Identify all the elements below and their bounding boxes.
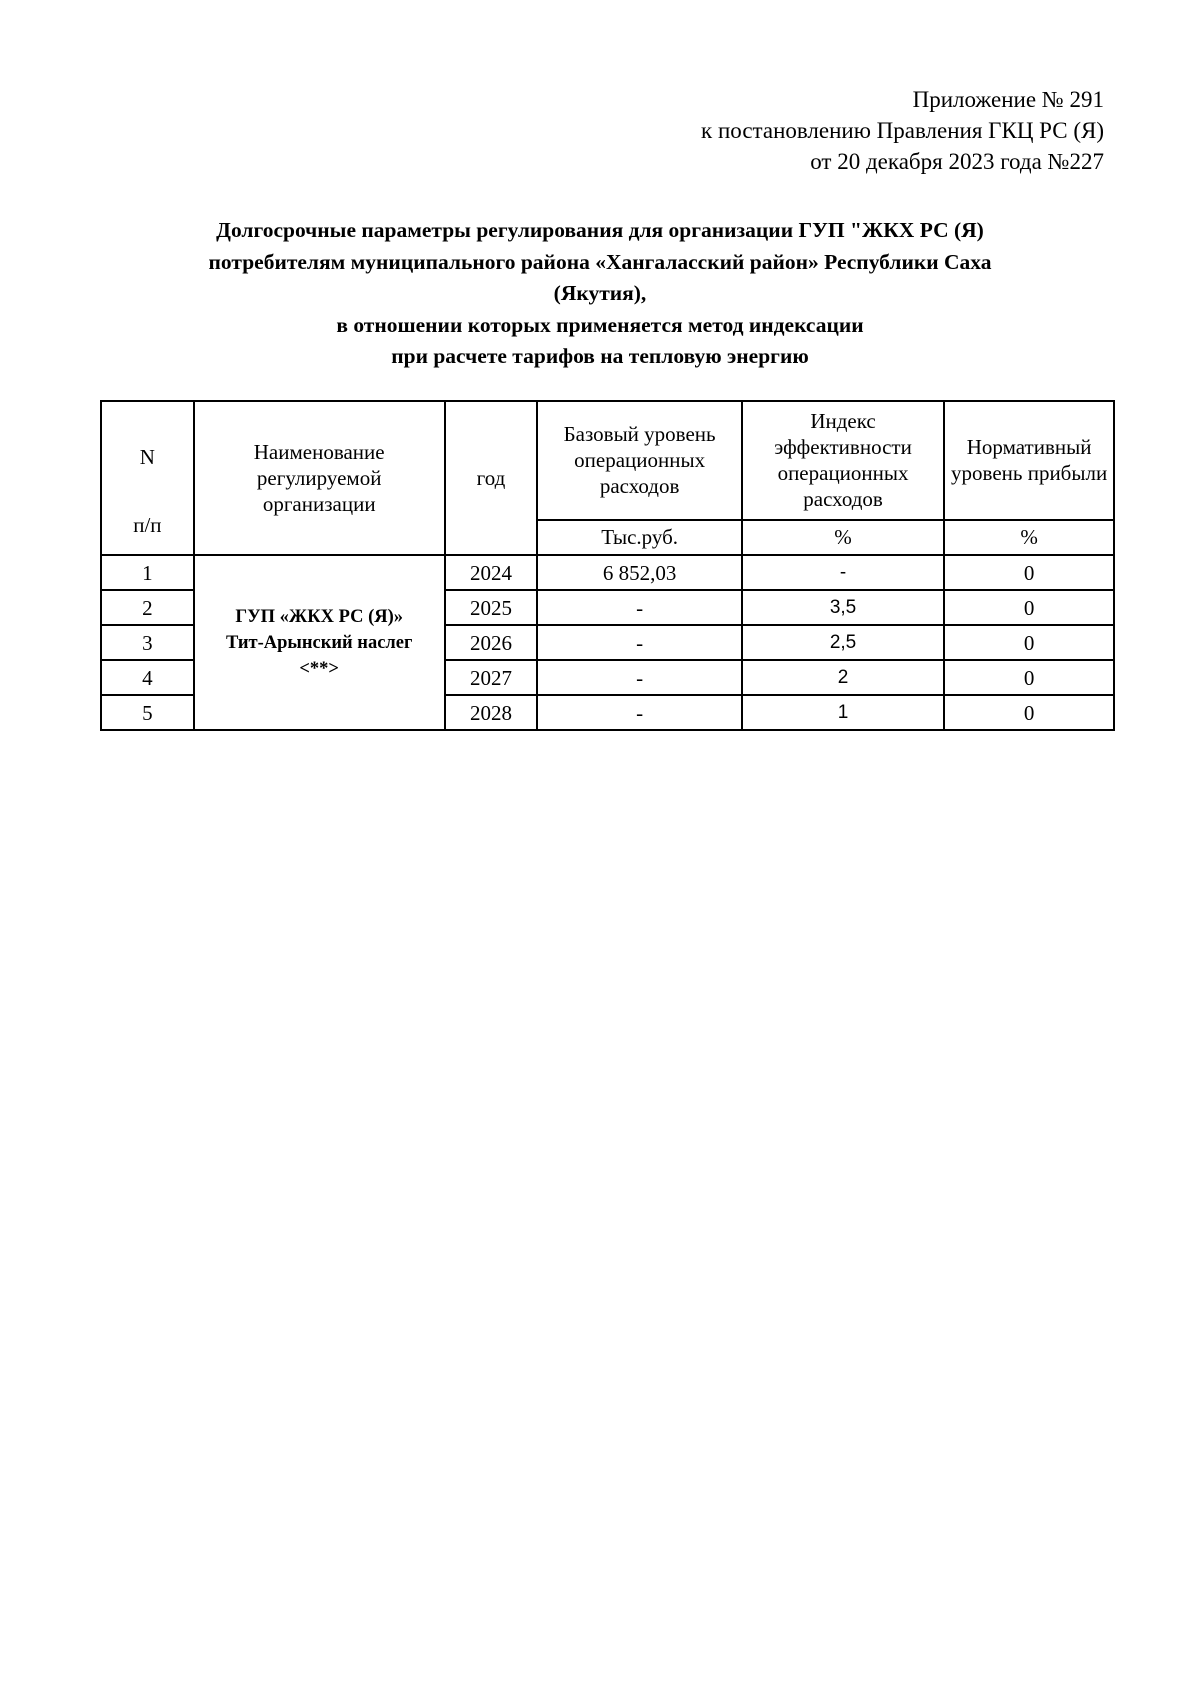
row-year: 2025 [445,590,538,625]
row-base: - [537,660,741,695]
row-base: 6 852,03 [537,555,741,590]
row-number: 3 [101,625,194,660]
row-base: - [537,590,741,625]
document-title [130,215,1070,373]
row-index: 2,5 [742,625,944,660]
row-profit: 0 [944,660,1114,695]
unit-base: Тыс.руб. [537,520,741,555]
org-note: <**> [299,658,339,679]
row-index: - [742,555,944,590]
title-line-2: потребителям муниципального района «Хангаласский район» Республики Саха [208,249,992,274]
row-profit: 0 [944,555,1114,590]
parameters-table [100,400,1115,731]
row-number: 2 [101,590,194,625]
row-number: 1 [101,555,194,590]
unit-profit: % [944,520,1114,555]
table-header-row [101,401,1114,520]
row-base: - [537,695,741,730]
title-line-1: Долгосрочные параметры регулирования для организации ГУП "ЖКХ РС (Я) [216,218,984,242]
header-number [101,401,194,555]
row-index: 2 [742,660,944,695]
title-line-3: (Якутия), [553,281,647,305]
row-year: 2027 [445,660,538,695]
row-profit: 0 [944,590,1114,625]
appendix-number: Приложение № 291 [912,87,1104,112]
title-line-4: в отношении которых применяется метод индексации [336,312,864,337]
header-profit-level: Нормативный уровень прибыли [944,401,1114,520]
unit-index: % [742,520,944,555]
header-n: N [139,445,155,469]
row-year: 2026 [445,625,538,660]
organization-cell [194,555,445,730]
org-locality: Тит-Арынский наслег [225,632,413,653]
row-number: 5 [101,695,194,730]
header-year: год [445,401,538,555]
row-base: - [537,625,741,660]
row-index: 1 [742,695,944,730]
org-name: ГУП «ЖКХ РС (Я)» [235,606,404,627]
row-index: 3,5 [742,590,944,625]
row-profit: 0 [944,625,1114,660]
header-pp: п/п [133,513,162,537]
header-efficiency-index: Индекс эффективности операционных расходов [742,401,944,520]
appendix-reference: к постановлению Правления ГКЦ РС (Я) [701,118,1104,143]
row-year: 2028 [445,695,538,730]
title-line-5: при расчете тарифов на тепловую энергию [391,344,809,368]
header-base-level: Базовый уровень операционных расходов [537,401,741,520]
row-profit: 0 [944,695,1114,730]
appendix-header [701,84,1104,177]
row-number: 4 [101,660,194,695]
appendix-date: от 20 декабря 2023 года №227 [810,149,1104,174]
table-row [101,555,1114,590]
header-org-name: Наименование регулируемой организации [194,401,445,555]
row-year: 2024 [445,555,538,590]
